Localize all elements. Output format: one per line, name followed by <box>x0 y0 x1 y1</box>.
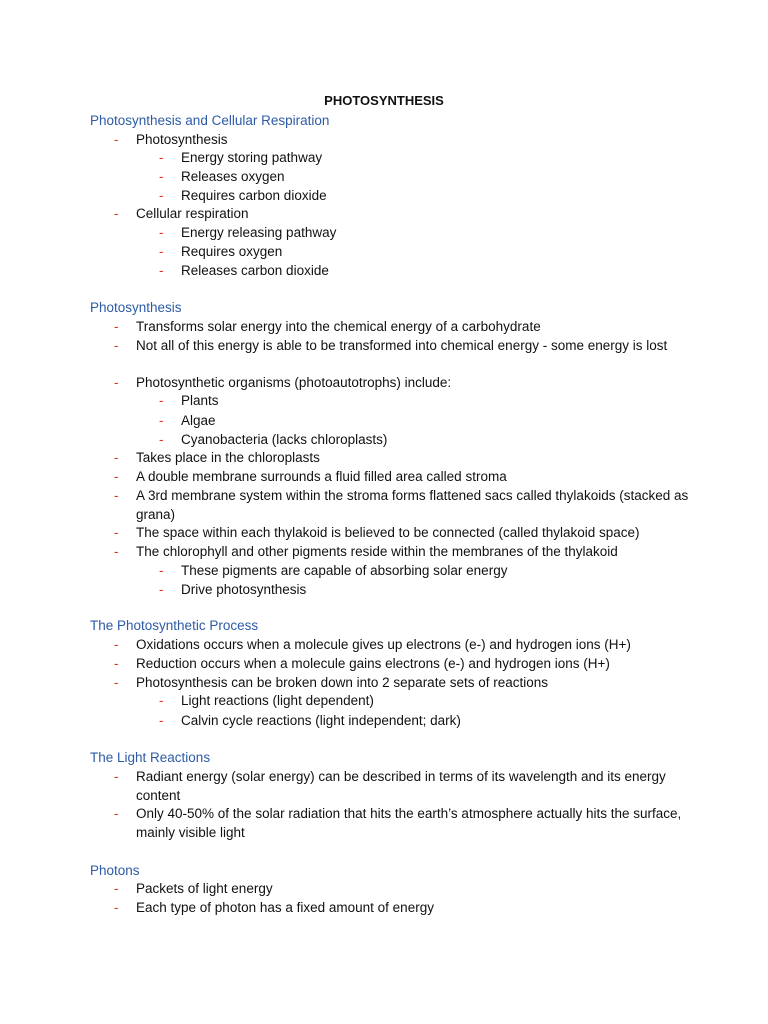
list-item-text: Drive photosynthesis <box>181 582 307 597</box>
bullet-dash: - <box>114 675 119 690</box>
bullet-dash: - <box>114 488 119 503</box>
bullet-dash: - <box>159 693 164 708</box>
bullet-dash: - <box>114 544 119 559</box>
list-item <box>114 487 704 524</box>
bullet-dash: - <box>114 637 119 652</box>
list-item-text: Reduction occurs when a molecule gains electrons (e-) and hydrogen ions (H+) <box>136 656 610 671</box>
sub-list-item <box>159 262 699 281</box>
sub-list-item <box>159 168 699 187</box>
bullet-dash: - <box>159 713 164 728</box>
bullet-dash: - <box>159 432 164 447</box>
list-item-text: The space within each thylakoid is believed to be connected (called thylakoid space) <box>136 525 640 540</box>
list-item-text: The chlorophyll and other pigments reside within the membranes of the thylakoid <box>136 544 618 559</box>
bullet-dash: - <box>159 150 164 165</box>
bullet-dash: - <box>159 582 164 597</box>
bullet-dash: - <box>114 319 119 334</box>
section-heading: The Light Reactions <box>90 750 211 765</box>
list-item <box>114 131 704 150</box>
sub-list-item <box>159 562 699 581</box>
bullet-dash: - <box>159 225 164 240</box>
bullet-dash: - <box>114 450 119 465</box>
list-item-text: Releases oxygen <box>181 169 285 184</box>
list-item-text: These pigments are capable of absorbing solar energy <box>181 563 508 578</box>
list-item-text: Radiant energy (solar energy) can be described in terms of its wavelength and its energy content <box>136 769 666 803</box>
bullet-dash: - <box>114 769 119 784</box>
section-heading: The Photosynthetic Process <box>90 618 259 633</box>
list-item <box>114 468 704 487</box>
sub-list-item <box>159 581 699 600</box>
list-item-text: Releases carbon dioxide <box>181 263 329 278</box>
list-item-text: Photosynthesis <box>136 132 228 147</box>
bullet-dash: - <box>114 338 119 353</box>
sub-list-item <box>159 149 699 168</box>
list-item-text: Energy releasing pathway <box>181 225 337 240</box>
list-item-text: Not all of this energy is able to be transformed into chemical energy - some energy is lost <box>136 338 668 353</box>
list-item-text: Oxidations occurs when a molecule gives up electrons (e-) and hydrogen ions (H+) <box>136 637 631 652</box>
list-item-text: Photosynthesis can be broken down into 2 separate sets of reactions <box>136 675 549 690</box>
list-item <box>114 543 704 562</box>
bullet-dash: - <box>114 881 119 896</box>
section-heading: Photosynthesis <box>90 300 182 315</box>
bullet-dash: - <box>159 169 164 184</box>
list-item <box>114 524 704 543</box>
bullet-dash: - <box>159 563 164 578</box>
bullet-dash: - <box>114 206 119 221</box>
sub-list-item <box>159 692 699 711</box>
sub-list-item <box>159 224 699 243</box>
sub-list-item <box>159 712 699 731</box>
section-heading: Photons <box>90 863 140 878</box>
list-item <box>114 318 704 337</box>
bullet-dash: - <box>114 656 119 671</box>
list-item <box>114 449 704 468</box>
bullet-dash: - <box>114 375 119 390</box>
list-item-text: Light reactions (light dependent) <box>181 693 374 708</box>
list-item-text: Photosynthetic organisms (photoautotrophs) include: <box>136 375 452 390</box>
bullet-dash: - <box>159 263 164 278</box>
bullet-dash: - <box>159 244 164 259</box>
list-item-text: A double membrane surrounds a fluid filled area called stroma <box>136 469 507 484</box>
bullet-dash: - <box>114 806 119 821</box>
list-item-text: Packets of light energy <box>136 881 273 896</box>
sub-list-item <box>159 243 699 262</box>
list-item-text: Algae <box>181 413 216 428</box>
list-item-text: Only 40-50% of the solar radiation that hits the earth’s atmosphere actually hits the surface, mainly visible light <box>136 806 682 840</box>
bullet-dash: - <box>114 469 119 484</box>
bullet-dash: - <box>159 413 164 428</box>
bullet-dash: - <box>159 393 164 408</box>
list-item <box>114 768 704 805</box>
section-heading: Photosynthesis and Cellular Respiration <box>90 113 330 128</box>
list-item-text: Transforms solar energy into the chemical energy of a carbohydrate <box>136 319 541 334</box>
bullet-dash: - <box>114 900 119 915</box>
sub-list-item <box>159 392 699 411</box>
list-item-text: Cyanobacteria (lacks chloroplasts) <box>181 432 388 447</box>
bullet-dash: - <box>114 525 119 540</box>
sub-list-item <box>159 412 699 431</box>
list-item <box>114 899 704 918</box>
list-item <box>114 636 704 655</box>
list-item <box>114 205 704 224</box>
list-item-text: Calvin cycle reactions (light independent; dark) <box>181 713 461 728</box>
list-item <box>114 805 704 842</box>
list-item-text: A 3rd membrane system within the stroma forms flattened sacs called thylakoids (stacked as grana) <box>136 488 689 522</box>
list-item-text: Requires carbon dioxide <box>181 188 327 203</box>
list-item <box>114 880 704 899</box>
sub-list-item <box>159 187 699 206</box>
list-item-text: Requires oxygen <box>181 244 283 259</box>
list-item-text: Takes place in the chloroplasts <box>136 450 320 465</box>
list-item-text: Plants <box>181 393 219 408</box>
list-item <box>114 674 704 693</box>
bullet-dash: - <box>114 132 119 147</box>
list-item-text: Energy storing pathway <box>181 150 323 165</box>
bullet-dash: - <box>159 188 164 203</box>
list-item-text: Each type of photon has a fixed amount of energy <box>136 900 434 915</box>
document-title: PHOTOSYNTHESIS <box>324 93 444 108</box>
list-item <box>114 655 704 674</box>
list-item <box>114 337 704 356</box>
list-item <box>114 374 704 393</box>
sub-list-item <box>159 431 699 450</box>
list-item-text: Cellular respiration <box>136 206 249 221</box>
